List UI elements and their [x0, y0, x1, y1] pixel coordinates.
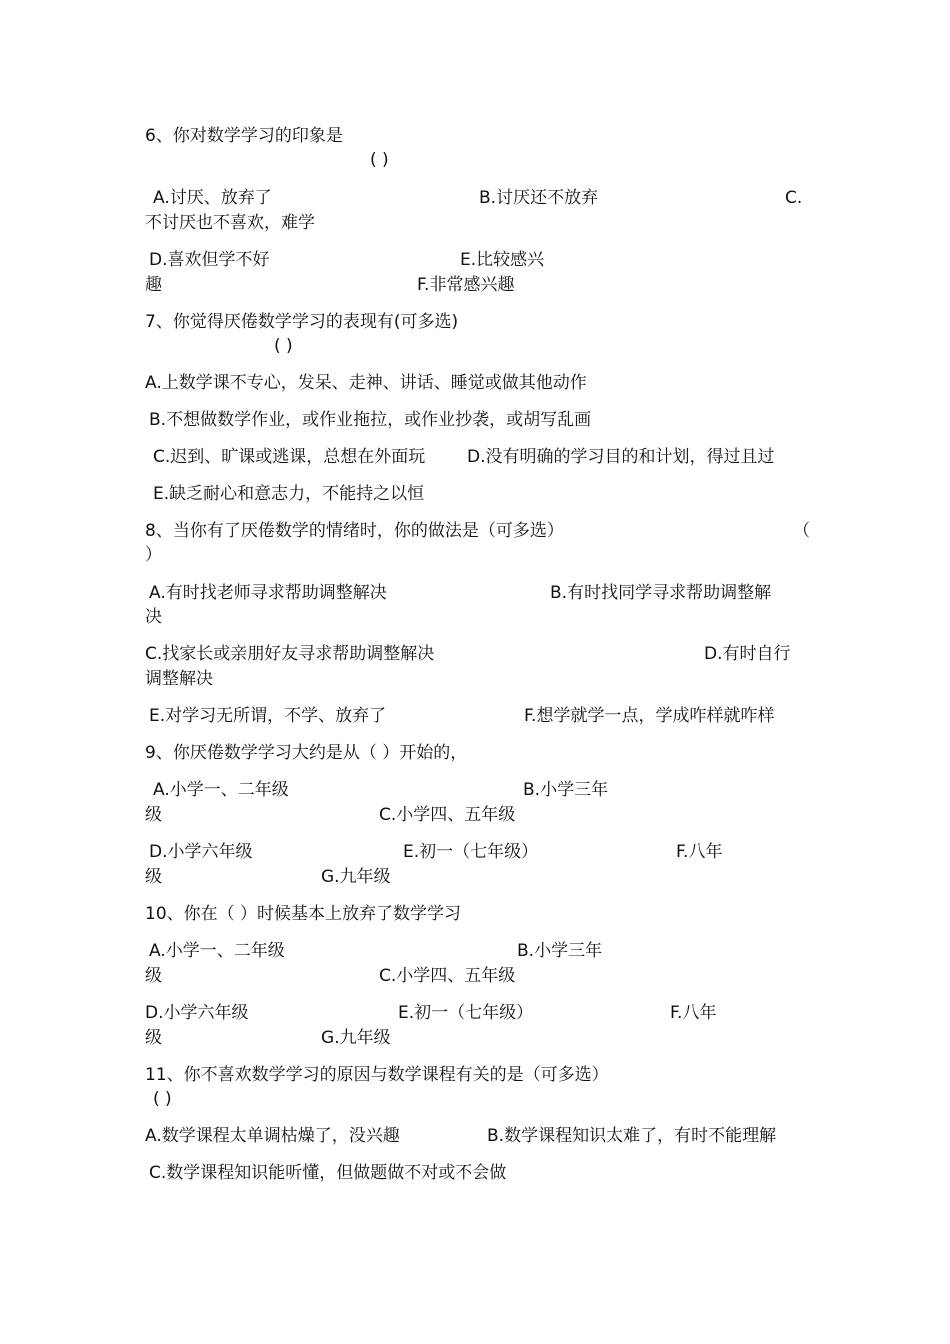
option-8d-cont: 调整解决 [145, 669, 213, 689]
question-7: 7、你觉得厌倦数学学习的表现有(可多选) [145, 312, 459, 332]
option-6c: C. [785, 188, 803, 208]
question-8: 8、当你有了厌倦数学的情绪时，你的做法是（可多选） [145, 521, 564, 541]
option-9d: D.小学六年级 [149, 842, 253, 862]
answer-blank-8-close: ） [145, 545, 162, 565]
option-9a: A.小学一、二年级 [153, 780, 289, 800]
option-10b: B.小学三年 [517, 941, 603, 961]
option-7a: A.上数学课不专心，发呆、走神、讲话、睡觉或做其他动作 [145, 373, 587, 393]
option-8c: C.找家长或亲朋好友寻求帮助调整解决 [145, 644, 435, 664]
option-11c: C.数学课程知识能听懂，但做题做不对或不会做 [149, 1163, 507, 1183]
option-9e: E.初一（七年级） [403, 842, 539, 862]
option-7c: C.迟到、旷课或逃课，总想在外面玩 [153, 447, 426, 467]
option-8d: D.有时自行 [704, 644, 791, 664]
option-9b-cont: 级 [145, 805, 162, 825]
option-8f: F.想学就学一点，学成咋样就咋样 [524, 706, 775, 726]
option-11b: B.数学课程知识太难了，有时不能理解 [487, 1126, 777, 1146]
option-10g: G.九年级 [321, 1028, 391, 1048]
option-9f-cont: 级 [145, 867, 162, 887]
option-10d: D.小学六年级 [145, 1003, 249, 1023]
option-9g: G.九年级 [321, 867, 391, 887]
option-7d: D.没有明确的学习目的和计划，得过且过 [467, 447, 775, 467]
question-11: 11、你不喜欢数学学习的原因与数学课程有关的是（可多选） [145, 1065, 609, 1085]
option-10f-cont: 级 [145, 1028, 162, 1048]
question-9: 9、你厌倦数学学习大约是从（ ）开始的， [145, 743, 468, 763]
option-6a: A.讨厌、放弃了 [153, 188, 272, 208]
answer-blank-6: ( ) [370, 150, 389, 170]
option-6e-cont: 趣 [145, 275, 162, 295]
option-8e: E.对学习无所谓，不学、放弃了 [149, 706, 387, 726]
option-10a: A.小学一、二年级 [149, 941, 285, 961]
option-6c-text: 不讨厌也不喜欢，难学 [145, 213, 315, 233]
option-11a: A.数学课程太单调枯燥了，没兴趣 [145, 1126, 400, 1146]
answer-blank-7: ( ) [274, 336, 293, 356]
option-10e: E.初一（七年级） [398, 1003, 534, 1023]
question-10: 10、你在（ ）时候基本上放弃了数学学习 [145, 904, 462, 924]
answer-blank-8-open: （ [793, 521, 810, 541]
question-6: 6、你对数学学习的印象是 [145, 126, 343, 146]
option-6d: D.喜欢但学不好 [149, 250, 270, 270]
option-8b-cont: 决 [145, 607, 162, 627]
option-7e: E.缺乏耐心和意志力，不能持之以恒 [153, 484, 425, 504]
option-6e: E.比较感兴 [460, 250, 545, 270]
option-6f: F.非常感兴趣 [417, 275, 515, 295]
option-10f: F.八年 [670, 1003, 717, 1023]
option-8b: B.有时找同学寻求帮助调整解 [550, 583, 772, 603]
option-10c: C.小学四、五年级 [379, 966, 516, 986]
option-8a: A.有时找老师寻求帮助调整解决 [149, 583, 387, 603]
option-9c: C.小学四、五年级 [379, 805, 516, 825]
option-9b: B.小学三年 [523, 780, 609, 800]
option-6b: B.讨厌还不放弃 [479, 188, 599, 208]
option-7b: B.不想做数学作业，或作业拖拉，或作业抄袭，或胡写乱画 [149, 410, 592, 430]
option-10b-cont: 级 [145, 966, 162, 986]
answer-blank-11: ( ) [153, 1089, 172, 1109]
option-9f: F.八年 [676, 842, 723, 862]
